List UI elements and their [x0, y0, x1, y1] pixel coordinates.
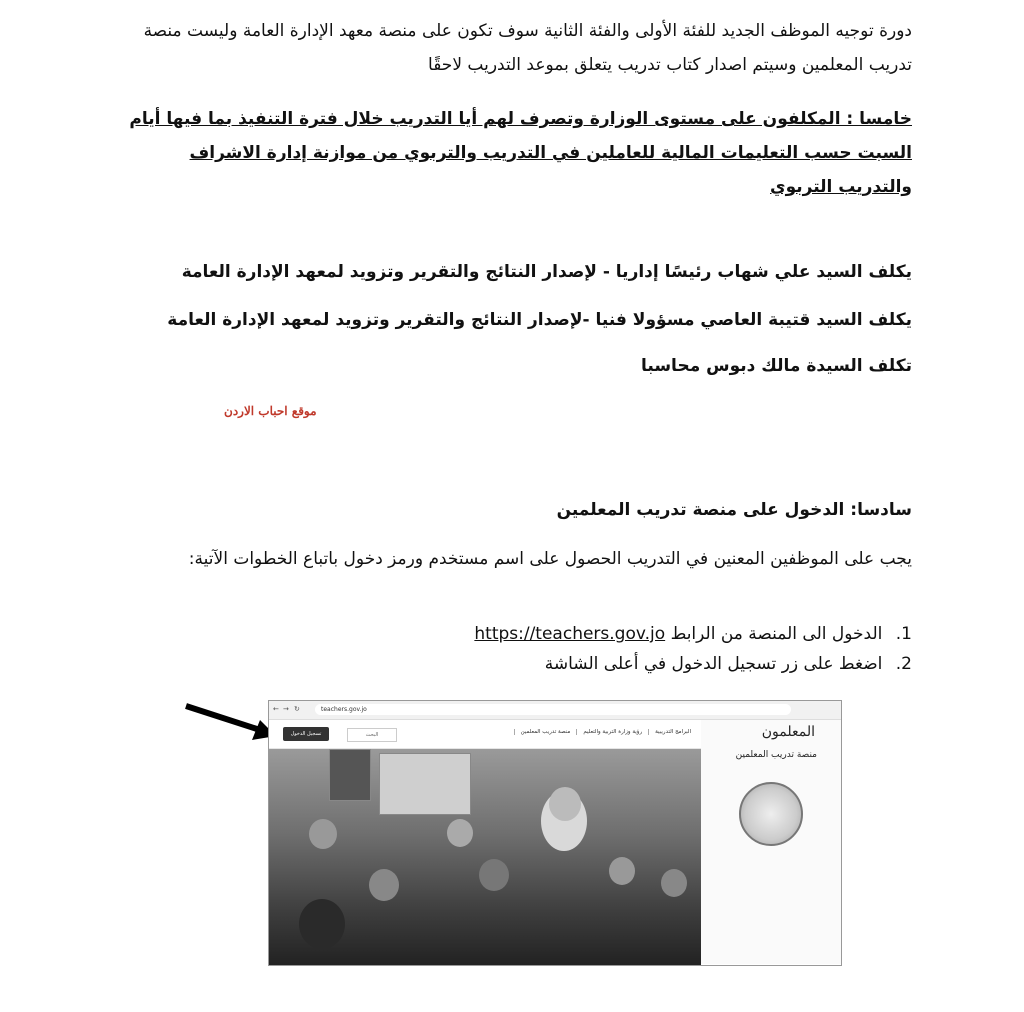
reload-icon[interactable]: ↻ — [294, 705, 300, 713]
back-icon[interactable]: ← — [273, 705, 279, 713]
address-bar[interactable]: teachers.gov.jo — [315, 704, 791, 715]
platform-logo: المعلمون — [761, 724, 815, 740]
platform-logo-panel — [701, 720, 841, 964]
menu-item-programs[interactable]: البرامج التدريبية — [648, 729, 691, 735]
step-2-number: 2. — [895, 654, 912, 674]
browser-toolbar — [269, 701, 841, 720]
step-1-text: الدخول الى المنصة من الرابط — [670, 624, 883, 644]
teachers-link[interactable]: https://teachers.gov.jo — [474, 624, 666, 644]
step-1 — [474, 624, 912, 644]
paragraph-fifth: خامسا : المكلفون على مستوى الوزارة وتصرف لهم أيا التدريب خلال فترة التنفيذ بما فيها أيام السبت حسب التعليمات المالية للعاملين في التدريب والتربوي من موازنة إدارة الاشراف والتدريب التربوي — [129, 109, 912, 197]
assignment-2: يكلف السيد قتيبة العاصي مسؤولا فنيا -لإصدار النتائج والتقرير وتزويد لمعهد الإدارة العامة — [167, 310, 912, 330]
assignment-3: تكلف السيدة مالك دبوس محاسبا — [641, 356, 912, 376]
step-2-text: اضغط على زر تسجيل الدخول في أعلى الشاشة — [544, 654, 883, 674]
menu-item-vision[interactable]: رؤية وزارة التربية والتعليم — [576, 729, 642, 735]
section6-intro: يجب على الموظفين المعنين في التدريب الحصول على اسم مستخدم ورمز دخول باتباع الخطوات الآتية: — [188, 549, 912, 569]
forward-icon[interactable]: → — [283, 705, 289, 713]
watermark-text: موقع احباب الاردن — [224, 404, 317, 418]
website-screenshot — [268, 700, 842, 966]
search-input[interactable]: البحث — [347, 728, 397, 742]
platform-logo-subtitle: منصة تدريب المعلمين — [735, 750, 817, 760]
emblem-icon — [739, 782, 803, 846]
step-2 — [545, 654, 912, 674]
section6-heading: سادسا: الدخول على منصة تدريب المعلمين — [556, 500, 912, 520]
classroom-photo — [269, 749, 701, 965]
assignment-1: يكلف السيد علي شهاب رئيسًا إداريا - لإصدار النتائج والتقرير وتزويد لمعهد الإدارة العامة — [181, 262, 912, 282]
site-menu — [514, 729, 691, 735]
step-1-number: 1. — [895, 624, 912, 644]
menu-item-platform[interactable]: منصة تدريب المعلمين — [514, 729, 571, 735]
login-button[interactable]: تسجيل الدخول — [283, 727, 329, 741]
paragraph-course: دورة توجيه الموظف الجديد للفئة الأولى والفئة الثانية سوف تكون على منصة معهد الإدارة العامة وليست منصة تدريب المعلمين وسيتم اصدار كتاب تدريب يتعلق بموعد التدريب لاحقًا — [143, 21, 912, 75]
arrow-pointer-icon — [182, 700, 278, 744]
